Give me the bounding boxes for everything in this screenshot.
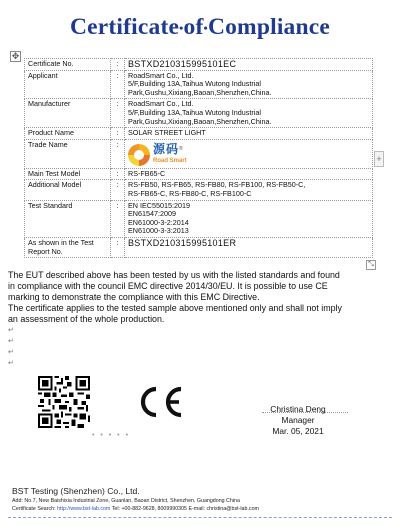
info-row bbox=[25, 139, 373, 168]
row-separator: : bbox=[111, 70, 125, 99]
paragraph-mark-icon: ↵ bbox=[8, 327, 14, 334]
statement-line: in compliance with the council EMC directive 2014/30/EU. It is possible to use CE bbox=[8, 281, 328, 291]
signatory-title: Manager bbox=[281, 415, 315, 425]
road-smart-logo bbox=[128, 141, 369, 167]
signatory-block bbox=[238, 404, 358, 437]
statement-line: The EUT described above has been tested by us with the listed standards and found bbox=[8, 270, 340, 280]
dotted-leader: • • • • • bbox=[92, 432, 131, 439]
qr-code-icon bbox=[38, 376, 90, 428]
document-title: Certificate•of•Compliance bbox=[69, 14, 331, 40]
row-value-line: RS-FB50, RS-FB65, RS-FB80, RS-FB100, RS-FB50-C, bbox=[128, 180, 306, 190]
row-value-line: RoadSmart Co., Ltd. bbox=[128, 70, 194, 80]
row-label: Manufacturer bbox=[25, 99, 111, 128]
footer-search-label: Certificate Search: bbox=[12, 506, 56, 512]
paragraph-mark-icon: ↵ bbox=[8, 338, 14, 345]
row-value-line: EN61547:2009 bbox=[128, 209, 176, 219]
row-value-line: Park,Gushu,Xixiang,Baoan,Shenzhen,China. bbox=[128, 87, 272, 97]
row-label: Product Name bbox=[25, 128, 111, 140]
row-label: As shown in the Test Report No. bbox=[25, 237, 111, 257]
logo-english-text: Road Smart bbox=[153, 157, 187, 164]
title-word-1: Certificate bbox=[69, 14, 180, 40]
info-row bbox=[25, 99, 373, 128]
ce-mark-icon bbox=[137, 386, 183, 418]
logo-chinese-text: 源码 bbox=[153, 141, 180, 156]
row-separator: : bbox=[111, 180, 125, 200]
footer-website-link[interactable]: http://www.bst-lab.com bbox=[57, 506, 111, 512]
table-resize-handle-icon[interactable]: ⤡ bbox=[366, 260, 376, 270]
footer-address: Add: No.7, New Baishixia Industrial Zone, Guanlan, Baoan District, Shenzhen, Guangdong China bbox=[12, 498, 240, 504]
row-value bbox=[125, 180, 373, 200]
row-value-line: BSTXD210315995101EC bbox=[128, 59, 237, 69]
row-value-line: 5/F,Building 13A,Taihua Wutong Industrial bbox=[128, 79, 261, 89]
row-value-line: RS-FB65-C, RS-FB80-C, RS-FB100-C bbox=[128, 188, 252, 198]
row-label: Main Test Model bbox=[25, 168, 111, 180]
info-row bbox=[25, 59, 373, 71]
row-value-line: EN IEC55015:2019 bbox=[128, 200, 190, 210]
info-row bbox=[25, 237, 373, 257]
footer-divider bbox=[8, 517, 392, 518]
row-separator: : bbox=[111, 59, 125, 71]
row-separator: : bbox=[111, 128, 125, 140]
row-value-line: BSTXD210315995101ER bbox=[128, 237, 237, 248]
row-separator: : bbox=[111, 200, 125, 237]
table-move-handle-icon[interactable]: ✥ bbox=[11, 51, 20, 61]
row-value-line: EN61000-3-3:2013 bbox=[128, 226, 189, 236]
side-scroll-tab-icon[interactable]: + bbox=[374, 151, 384, 167]
info-row bbox=[25, 200, 373, 237]
row-label: Additional Model bbox=[25, 180, 111, 200]
logo-registered-mark: ® bbox=[179, 145, 183, 152]
statement-line: The certificate applies to the tested sample above mentioned only and shall not imply bbox=[8, 303, 342, 313]
row-value-line: RoadSmart Co., Ltd. bbox=[128, 99, 194, 109]
paragraph-mark-icon: ↵ bbox=[8, 349, 14, 356]
title-word-2: of bbox=[183, 14, 204, 40]
info-row bbox=[25, 168, 373, 180]
footer-company: BST Testing (Shenzhen) Co., Ltd. bbox=[12, 486, 140, 496]
row-label: Test Standard bbox=[25, 200, 111, 237]
row-separator: : bbox=[111, 99, 125, 128]
row-value-line: RS-FB65-C bbox=[128, 168, 166, 178]
title-word-3: Compliance bbox=[207, 14, 331, 40]
row-value bbox=[125, 59, 373, 71]
row-value-line: SOLAR STREET LIGHT bbox=[128, 128, 206, 138]
statement-line: marking to demonstrate the compliance with this EMC Directive. bbox=[8, 292, 260, 302]
row-label: Applicant bbox=[25, 70, 111, 99]
row-value bbox=[125, 139, 373, 168]
info-row bbox=[25, 70, 373, 99]
row-separator: : bbox=[111, 237, 125, 257]
row-value-line: Park,Gushu,Xixiang,Baoan,Shenzhen,China. bbox=[128, 116, 272, 126]
signatory-name: Christina Deng bbox=[270, 404, 326, 414]
row-separator: : bbox=[111, 139, 125, 168]
info-row bbox=[25, 128, 373, 140]
row-label: Trade Name bbox=[25, 139, 111, 168]
row-value-line: EN61000-3-2:2014 bbox=[128, 217, 189, 227]
paragraph-mark-icon: ↵ bbox=[8, 360, 14, 367]
row-value bbox=[125, 168, 373, 180]
certificate-info-table bbox=[24, 58, 373, 258]
issue-date: Mar. 05, 2021 bbox=[272, 426, 324, 436]
footer bbox=[12, 486, 396, 513]
row-value bbox=[125, 237, 373, 257]
footer-email[interactable]: E-mail: christina@bst-lab.com bbox=[188, 506, 259, 512]
row-label: Certificate No. bbox=[25, 59, 111, 71]
row-separator: : bbox=[111, 168, 125, 180]
row-value bbox=[125, 70, 373, 99]
row-value bbox=[125, 128, 373, 140]
statement-line: an assessment of the whole production. bbox=[8, 314, 165, 324]
footer-tel: Tel: +00-882-9628, 8009990305 bbox=[111, 506, 188, 512]
certificate-statement bbox=[8, 270, 388, 369]
row-value bbox=[125, 200, 373, 237]
footer-contacts bbox=[12, 505, 396, 513]
row-value bbox=[125, 99, 373, 128]
row-value-line: 5/F,Building 13A,Taihua Wutong Industrial bbox=[128, 107, 261, 117]
road-smart-logo-icon bbox=[128, 144, 150, 166]
info-row bbox=[25, 180, 373, 200]
